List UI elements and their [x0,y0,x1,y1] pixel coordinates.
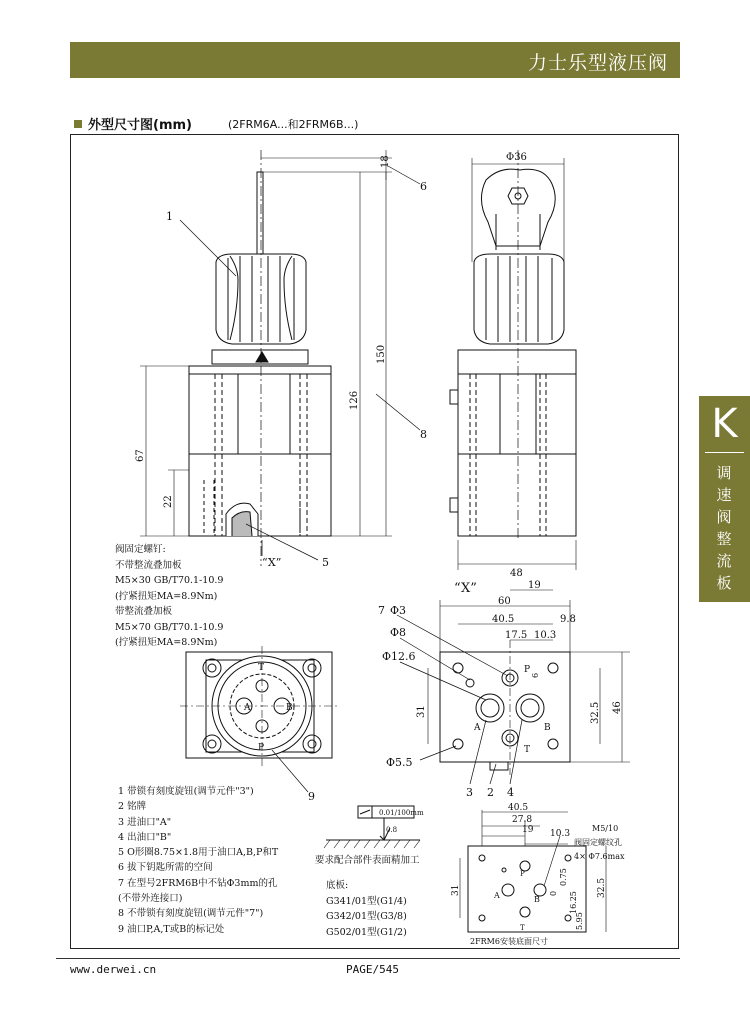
sp-m5: M5/10 [592,824,619,833]
dim-31: 31 [416,705,427,718]
port-p-top: P [258,743,265,753]
bolt-notes [115,542,223,651]
valve-body [189,366,331,536]
legend-item: 3 进油口"A" [118,816,172,828]
footer-url[interactable]: www.derwei.cn [70,963,157,976]
bolt-note: M5×70 GB/T70.1-10.9 [115,621,224,633]
sp-port-a: A [494,891,500,900]
port-b-top: B [286,703,293,713]
sp-dim-0-75: 0.75 [559,868,568,886]
port-t-x: T [524,745,531,755]
dim-46: 46 [612,701,623,714]
sp-dim-40-5: 40.5 [508,803,529,813]
plate-caption: 2FRM6安装底面尺寸 [470,937,548,946]
dim-22: 22 [163,495,174,508]
dim-67: 67 [135,449,146,462]
x-view-title: “X” [454,581,477,596]
subplate-item: G502/01型(G1/2) [326,926,407,938]
port-a-x: A [474,723,481,733]
dim-phi36: Φ36 [506,152,527,163]
dim-40-5: 40.5 [492,614,515,625]
subplate-item: 底板: [326,880,349,891]
bolt-note: (拧紧扭矩MA=8.9Nm) [115,637,218,648]
legend-item: 4 出油口"B" [118,831,172,843]
legend-item: 5 O形圈8.75×1.8用于油口A,B,P和T [118,847,279,859]
legend-item: 9 油口P,A,T或B的标记处 [118,923,225,935]
side-knob [474,254,564,344]
dim-32-5: 32.5 [590,701,601,724]
dim-48: 48 [510,568,523,579]
dim-18: 18 [380,155,391,168]
bolt-note: M5×30 GB/T70.1-10.9 [115,575,224,586]
port-b-x: B [544,723,551,733]
dim-9-8: 9.8 [560,614,576,625]
dim-126: 126 [349,390,360,410]
dim-phi5-5: Φ5.5 [386,756,413,769]
subplate-item: G341/01型(G1/4) [326,895,407,907]
sp-dim-32-5: 32.5 [597,877,607,898]
section-subtitle: (2FRM6A...和2FRM6B...) [228,118,359,131]
header-title: 力士乐型液压阀 [527,52,668,74]
footer-divider [56,958,680,959]
dim-19: 19 [528,580,541,591]
port-t-top: T [258,663,265,673]
port-a-top: A [244,703,251,713]
callout-5: 5 [322,556,329,569]
dim-17-5: 17.5 [505,630,528,641]
callout-2: 2 [487,786,494,799]
port-p-x: P [524,665,531,675]
legend-item: 6 拔下钥匙所需的空间 [118,862,213,874]
callout-4: 4 [507,786,514,799]
callout-9: 9 [308,790,315,803]
subplate-item: G342/01型(G3/8) [326,911,407,922]
subplate-list [326,878,407,940]
legend-item: (不带外连接口) [118,893,183,905]
sp-dim-0: 0 [549,890,558,896]
sp-dim-10-3: 10.3 [550,829,571,839]
bolt-note: (拧紧扭矩MA=8.9Nm) [115,590,218,602]
key-shaft [257,172,263,258]
callout-8: 8 [420,428,427,441]
roughness-value: 0.8 [386,826,398,834]
sp-port-b: B [534,895,540,904]
legend-item: 8 不带锁有刻度旋钮(调节元件"7") [118,908,264,920]
sp-dia-label: 4× Φ7.6max [574,852,625,861]
callout-6: 6 [420,180,427,193]
footer-page-number: PAGE/545 [346,963,399,976]
sp-port-p: P [520,870,525,878]
dim-60: 60 [498,596,511,607]
sp-port-t: T [520,924,525,932]
callout-1: 1 [166,210,173,223]
finish-note: 要求配合部件表面精加工 [315,855,420,866]
bolt-note: 阀固定螺钉: [115,544,166,555]
legend-item: 2 铭牌 [118,801,147,813]
dim-10-3: 10.3 [534,630,557,641]
sp-hole-label: 阀固定螺纹孔 [574,838,622,847]
sp-dim-27-8: 27.8 [512,815,533,825]
subplate-drawing [468,846,586,932]
legend-item: 7 在型号2FRM6B中不钻Φ3mm的孔 [118,877,278,889]
bolt-note: 带整流叠加板 [115,606,173,617]
flatness-value: 0.01/100mm [379,809,424,817]
legend-item: 1 带锁有刻度旋钮(调节元件"3") [118,786,254,797]
callout-7: 7 [378,604,385,617]
x-view-plate [440,652,570,762]
bolt-note: 不带整流叠加板 [115,559,182,571]
sp-dim-19: 19 [522,825,534,835]
side-tab-letter: K [711,401,738,447]
dim-phi3: Φ3 [390,604,407,617]
dim-150: 150 [376,344,387,364]
section-title-text: 外型尺寸图(mm) [88,118,192,133]
side-tab-label: 调速阀整流板 [716,464,732,592]
legend-notes [118,784,278,937]
dim-phi8: Φ8 [390,626,407,639]
sp-dim-31: 31 [451,884,461,896]
callout-3: 3 [466,786,473,799]
sp-dim-16-25: 16.25 [569,891,578,914]
x-arrow-label: “X” [262,556,282,569]
sp-dim-5-95: 5.95 [575,912,584,930]
dim-6: 6 [531,672,540,678]
dim-phi12-6: Φ12.6 [382,650,416,663]
